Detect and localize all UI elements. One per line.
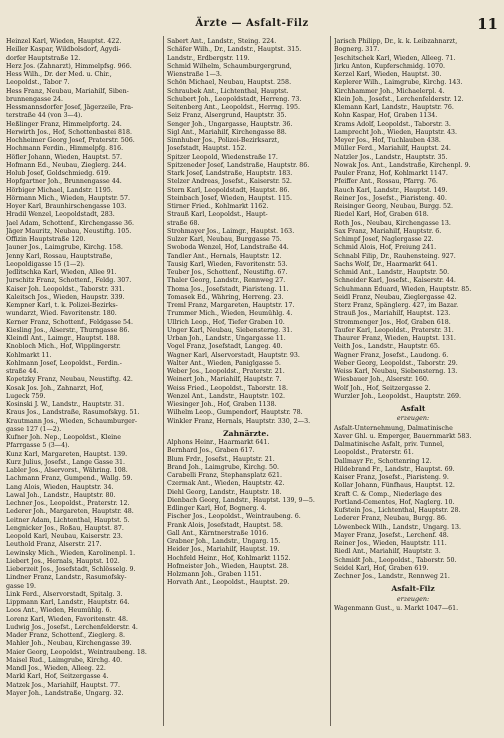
page-header	[0, 15, 504, 33]
directory-entry: Kirchhammer Joh., Michaelerpl. 4.	[334, 87, 445, 95]
directory-entry: gasse 127 (1—2).	[6, 425, 62, 433]
directory-entry: Fischer Jos., Leopoldst., Weintraubeng. 6.	[167, 513, 301, 521]
directory-entry: Hess Franz, Neubau, Mariahilf, Siben-	[6, 87, 129, 95]
directory-entry: Sterz Franz, Spänglerg. 427, im Bazar.	[334, 302, 459, 309]
directory-entry: Sinnhuber Jos., Polizei-Bezirksarzt,	[167, 137, 280, 144]
directory-entry: Weiss Karl, Neubau, Siebensterng. 13.	[334, 368, 458, 375]
directory-entry: Steinbach Josef, Wieden, Hauptst. 115.	[167, 194, 292, 202]
directory-entry: Seiz Franz, Alsergrund, Hauptstr. 35.	[167, 112, 287, 120]
directory-entry: Dienbach Georg, Landstr., Hauptst. 139, 9—5.	[167, 496, 315, 504]
directory-entry: Josefstadt, Hauptst. 152.	[167, 145, 247, 153]
section-heading: Zahnärzte.	[223, 428, 269, 438]
directory-entry: Wagenmann Gust., u. Markt 1047—61.	[334, 604, 459, 612]
directory-entry: Schneider Karl, Josefst., Kaiserstr. 44.	[334, 277, 456, 285]
directory-entry: Knobloch Mich., Hof, Wipplingerstr.	[6, 343, 121, 351]
directory-entry: Kufner Joh. Nep., Leopoldst., Kleine	[6, 434, 121, 441]
directory-entry: Keplerer Wilh., Laimgrube, Kirchg. 143.	[334, 79, 463, 87]
directory-entry: Klein Joh., Josefst., Lerchenfelderstr. 12.	[334, 95, 464, 103]
directory-entry: Thaler Georg, Landstr., Rennweg 27.	[167, 277, 286, 285]
directory-entry: Stark Josef, Landstraße, Hauptstr. 183.	[167, 170, 293, 177]
directory-entry: Thaurer Franz, Wieden, Hauptst. 131.	[334, 335, 456, 342]
directory-entry: Sachs Wolf, Dr., Haarmarkt 641.	[334, 260, 438, 268]
directory-entry: Seitenberg Ant., Leopoldst., Herrng. 195.	[167, 104, 300, 111]
directory-entry: Leuthold Franz, Alserstr. 217.	[6, 541, 102, 549]
directory-entry: Bognerg. 317.	[334, 46, 380, 54]
directory-entry: Heiller Kaspar, Wildbolsdorf, Ägydi-	[6, 46, 121, 54]
directory-entry: Lieberzeit Jos., Josefstadt, Schlösselg. 9.	[6, 566, 136, 573]
directory-entry: Kleindl Ant., Laimgr., Hauptst. 188.	[6, 335, 120, 342]
directory-entry: Meyer Jos., Hof, Tuchlauben 438.	[334, 137, 441, 144]
directory-entry: Jarisch Philipp, Dr., k. k. Leibzahnarzt,	[334, 38, 458, 45]
directory-entry: Lawal Joh., Landstr., Hauptstr. 80.	[6, 491, 116, 499]
directory-entry: Hochheimer Georg Josef, Praterstr. 506.	[6, 137, 135, 144]
directory-entry: Treml Franz, Margareten, Hauptstr. 17.	[167, 302, 295, 309]
directory-entry: Löwenbeck Wilh., Landstr., Ungarg. 13.	[334, 523, 462, 531]
directory-entry: Hildebrand Fr., Landstr., Hauptst. 69.	[334, 465, 455, 473]
directory-entry: Wilhelm Leop., Gumpendorf, Hauptstr. 78.	[167, 409, 303, 417]
directory-entry: Spitzeneder Josef, Landstraße, Hauptstr. 86.	[167, 161, 310, 169]
directory-entry: Wienstraße 1—3.	[167, 71, 222, 78]
directory-entry: Müller Ferd., Mariahilf, Hauptst. 24.	[334, 145, 451, 153]
directory-entry: Lachmann Franz, Gumpend., Wallg. 59.	[6, 475, 133, 483]
directory-entry: Hochfeld Heinr., Hof, Kohlmarkt 1152.	[167, 554, 291, 562]
directory-entry: Winkler Franz, Hernals, Hauptstr. 330, 2—3.	[167, 417, 311, 425]
directory-entry: Schuhmann Eduard, Wieden, Hauptstr. 85.	[334, 285, 472, 293]
directory-entry: Bernhard Jos., Graben 617.	[167, 447, 255, 455]
directory-entry: Herz Jos. (Zahnarzt), Himmelpfsg. 966.	[6, 62, 132, 70]
directory-entry: Maier Georg, Leopoldst., Weintraubeng. 18.	[6, 648, 147, 656]
directory-entry: Swoboda Wenzel, Hof, Landstraße 44.	[167, 244, 289, 252]
directory-entry: Kiesling Jos., Alserstr., Thurngasse 86.	[6, 326, 130, 334]
directory-entry: Heider Jos., Mariahilf, Hauptst. 19.	[167, 546, 280, 554]
directory-entry: Seidel Karl, Hof, Graben 619.	[334, 564, 429, 572]
column-2	[167, 38, 325, 588]
directory-entry: Schubert Joh., Leopoldstadt, Herreng. 73.	[167, 95, 302, 103]
directory-entry: Herwirth Jos., Hof, Schottenbastei 818.	[6, 128, 133, 136]
directory-entry: Pfeiffer Ant., Rossau, Pfarrg. 76.	[334, 178, 438, 186]
directory-entry: Maisel Rud., Laimgrube, Kirchg. 40.	[6, 656, 123, 664]
directory-entry: Kosinski J. W., Landstr., Hauptstr. 31.	[6, 401, 125, 408]
directory-entry: Wagner Karl, Alservorstadt, Hauptstr. 93.	[167, 351, 300, 359]
directory-entry: Kraus Jos., Landstraße, Rasumofskyg. 51.	[6, 409, 140, 417]
directory-entry: Jeschitschek Karl, Wieden, Alleeg. 71.	[334, 54, 456, 62]
directory-entry: Lugeck 759.	[6, 392, 46, 400]
directory-entry: Natzler Jos., Landstr., Hauptstr. 35.	[334, 153, 448, 161]
directory-entry: Blum Frdr., Josefst., Hauptstr. 21.	[167, 455, 275, 463]
directory-entry: Tomasek Ed., Währing, Herreng. 23.	[167, 293, 284, 301]
directory-entry: Holub Josef, Goldschmiedg. 619.	[6, 170, 111, 177]
directory-entry: Frank Alois, Josefstadt, Hauptst. 58.	[167, 521, 283, 529]
directory-entry: Lang Alois, Wieden, Hauptstr. 34.	[6, 483, 114, 491]
directory-entry: Weber Georg, Leopoldst., Taborstr. 29.	[334, 359, 458, 367]
directory-entry: Wagner Franz, Josefst., Laudong. 6.	[334, 351, 449, 359]
directory-entry: Leopoldst., Tabor 7.	[6, 79, 70, 87]
directory-entry: Xaver Ghl. u. Emperger, Bauernmarkt 583.	[334, 432, 472, 440]
directory-entry: Matzek Jos., Mariahilf, Hauptst. 77.	[6, 681, 120, 689]
directory-entry: Kufstein Jos., Lichtenthal, Hauptstr. 28.	[334, 507, 461, 514]
directory-entry: Thoma Jos., Josefstadt, Piaristeng. 11.	[167, 285, 289, 293]
directory-entry: Kaiser Franz, Josefst., Piaristeng. 9.	[334, 474, 449, 481]
directory-entry: Pauler Franz, Hof, Kohlmarkt 1147.	[334, 170, 448, 177]
directory-entry: Schäfer Wilh., Dr., Landstr., Hauptst. 315.	[167, 46, 302, 54]
directory-entry: Reiner Jos., Josefst., Piaristeng. 40.	[334, 194, 447, 202]
directory-entry: Brand Joh., Laimgrube, Kirchg. 50.	[167, 463, 279, 471]
directory-entry: Stelzer Andreas, Josefst., Kaiserstr. 52.	[167, 178, 292, 186]
directory-entry: Klemann Karl, Landstr., Hauptstr. 76.	[334, 104, 454, 111]
directory-entry: Hofmann Ed., Neubau, Zieglerg. 244.	[6, 161, 127, 169]
directory-entry: Trummer Mich., Wieden, Heumühlg. 4.	[167, 310, 293, 318]
directory-entry: Schimpf Josef, Naglergasse 22.	[334, 236, 434, 243]
directory-entry: Senger Joh., Ungargasse, Hauptstr. 36.	[167, 120, 293, 128]
directory-entry: Lederer Franz, Neubau, Burgg. 86.	[334, 515, 447, 523]
directory-entry: Sigl Ant., Mariahilf, Kirchengasse 88.	[167, 128, 287, 136]
directory-entry: Kurz Julius, Josefst., Lange Gasse 31.	[6, 458, 125, 466]
directory-entry: Lederer Joh., Margareten, Hauptstr. 48.	[6, 508, 134, 516]
section-heading: Asfalt-Filz	[391, 584, 435, 594]
directory-entry: Jenny Karl, Rossau, Hauptstraße,	[6, 252, 113, 260]
directory-entry: Jael Adam, Schottenf., Kirchengasse 36.	[6, 219, 135, 227]
directory-entry: Weber Jos., Leopoldst., Praterstr. 21.	[167, 368, 285, 375]
directory-entry: Sabert Ant., Landstr., Steing. 224.	[167, 38, 277, 45]
directory-entry: straße 68.	[167, 219, 200, 227]
directory-entry: Strohmayer Jos., Laimgr., Hauptst. 163.	[167, 227, 295, 235]
directory-entry: Edlinger Karl, Hof, Bognerg. 4.	[167, 505, 267, 512]
section-subheading: erzeugen:	[396, 594, 430, 603]
directory-entry: Lamprecht Joh., Wieden, Hauptstr. 43.	[334, 128, 458, 136]
directory-entry: Jauner Jos., Laimgrube, Kirchg. 158.	[6, 244, 123, 252]
directory-entry: Hessmannsdorfer Josef, Jägerzeile, Fra-	[6, 104, 134, 111]
directory-entry: Czermak Ant., Wieden, Hauptstr. 42.	[167, 480, 285, 488]
directory-entry: Rauch Karl, Landstr., Hauptst. 149.	[334, 186, 448, 194]
directory-entry: Stern Karl, Leopoldstadt, Hauptst. 86.	[167, 186, 290, 194]
directory-entry: Hörbiger Michael, Landstr. 1195.	[6, 186, 113, 194]
directory-entry: Hess Wilh., Dr. der Med. u. Chir.,	[6, 71, 112, 78]
directory-entry: Stirner Fried., Kohlmarkt 1162.	[167, 203, 269, 210]
directory-entry: Leitner Adam, Lichtenthal, Hauptst. 5.	[6, 516, 130, 524]
directory-entry: Lewinsky Mich., Wieden, Karolinenpl. 1.	[6, 549, 136, 557]
directory-entry: Kosak Jos. Joh., Zahnarzt, Hof,	[6, 384, 104, 392]
directory-entry: Carabelli Franz, Stephansplatz 621.	[167, 472, 283, 479]
directory-entry: Schnabl Filip, Dr., Rauhensteing. 927.	[334, 252, 456, 260]
directory-entry: Grabner Joh., Landstr., Ungarg. 15.	[167, 538, 281, 545]
directory-entry: Diehl Georg, Landstr., Hauptstr. 18.	[167, 488, 282, 496]
directory-entry: Lindner Franz, Landstr., Rasumofsky-	[6, 574, 127, 582]
directory-entry: Pfarrgasse 5 (3—4).	[6, 442, 70, 450]
directory-entry: Hoyer Karl, Braunhirschengasse 103.	[6, 203, 127, 210]
directory-entry: Unger Karl, Neubau, Siebensterng. 31.	[167, 326, 293, 334]
column-1	[6, 38, 164, 698]
directory-entry: Schmid Alois, Hof, Freiung 241.	[334, 244, 437, 252]
directory-entry: Jurschitz Franz, Schottenf., Feldg. 307.	[6, 277, 132, 285]
directory-entry: Leopoldigasse 15 (1—2).	[6, 260, 85, 268]
directory-entry: Mayer Franz, Josefst., Lerchenf. 48.	[334, 531, 449, 539]
directory-entry: Asfalt-Unternehmung, Dalmatinische	[334, 424, 453, 432]
directory-entry: Wolf Joh., Hof, Seitzergasse 2.	[334, 384, 431, 392]
directory-entry: Weinert Joh., Mariahilf, Hauptstr. 7.	[167, 376, 282, 384]
directory-entry: Loos Ant., Wieden, Heumühlg. 6.	[6, 607, 112, 615]
directory-entry: Kraft C. & Comp., Niederlage des	[334, 490, 442, 498]
directory-entry: wundarzt, Wied. Favoritenstr. 180.	[6, 310, 117, 318]
directory-entry: Taufer Karl, Leopoldst., Praterstr. 31.	[334, 326, 454, 334]
directory-entry: Hochmann Ferdin., Himmelpfg. 816.	[6, 145, 124, 153]
directory-entry: Reiner Jos., Wieden, Hauptstr. 111.	[334, 540, 447, 547]
directory-entry: Lippmann Karl, Landstr., Hauptstr. 64.	[6, 599, 130, 606]
directory-entry: Lorenz Karl, Wieden, Favoritenstr. 48.	[6, 615, 128, 623]
directory-entry: Dalmatinische Asfalt, priv. Tunnel,	[334, 441, 445, 448]
directory-entry: Ludwig Jos., Josefst., Lerchenfelderstr. 4.	[6, 623, 138, 631]
directory-entry: Weiss Fried., Leopoldst., Taborstr. 18.	[167, 384, 289, 392]
directory-entry: Ullrich Leop., Hof, Tiefer Graben 10.	[167, 318, 285, 326]
directory-entry: Kerner Franz, Schottenf., Feldgasse 54.	[6, 318, 134, 326]
directory-entry: Hradil Wenzel, Leopoldstadt, 283.	[6, 211, 115, 219]
directory-entry: Link Ferd., Alservorstadt, Spitalg. 3.	[6, 590, 123, 598]
directory-entry: Urban Joh., Landstr., Ungargasse 11.	[167, 335, 286, 342]
directory-entry: Reisinger Georg, Neubau, Burgg. 52.	[334, 203, 454, 210]
directory-entry: Mayer Joh., Landstraße, Ungarg. 32.	[6, 689, 124, 697]
directory-entry: dorfer Hauptstraße 12.	[6, 54, 81, 62]
directory-entry: Leopold Karl, Neubau, Kaiserstr. 23.	[6, 533, 123, 540]
directory-entry: Wurzler Joh., Leopoldst., Hauptstr. 269.	[334, 392, 462, 400]
directory-entry: Holzmann Joh., Graben 1151.	[167, 571, 262, 578]
directory-entry: Schön Michael, Neubau, Hauptst. 258.	[167, 79, 292, 87]
directory-entry: Hopfgartner Joh., Brunnengasse 44.	[6, 178, 122, 186]
directory-entry: Walter Ant., Wieden, Paniglgasse 5.	[167, 359, 281, 367]
directory-entry: Markl Karl, Hof, Seitzergasse 4.	[6, 673, 109, 681]
directory-entry: Schraubek Ant., Lichtenthal, Hauptst.	[167, 87, 289, 95]
directory-entry: Sulzer Karl, Neubau, Burggasse 75.	[167, 236, 282, 243]
directory-entry: Wiesbauer Joh., Alserstr. 160.	[334, 376, 429, 384]
directory-entry: Mandl Jos., Wieden, Alleeg. 22.	[6, 665, 106, 672]
directory-entry: Riedl Ant., Mariahilf, Hauptstr. 3.	[334, 548, 441, 556]
directory-entry: gasse 19.	[6, 582, 36, 590]
running-title: Ärzte — Asfalt-Filz	[195, 18, 309, 29]
directory-entry: terstraße 44 (von 3—4).	[6, 112, 83, 120]
directory-entry: Kempner Karl, t. k. Polizei-Bezirks-	[6, 302, 118, 309]
directory-entry: Landstr., Erdbergstr. 119.	[167, 54, 250, 62]
directory-entry: Kopetzky Franz, Neubau, Neustiftg. 42.	[6, 376, 133, 384]
directory-entry: Veith Jos., Landstr., Hauptstr. 65.	[334, 343, 440, 351]
directory-entry: Schmid Ant., Landstr., Hauptstr. 50.	[334, 269, 450, 276]
directory-entry: Kaleitsch Jos., Wieden, Haupstr. 339.	[6, 293, 125, 301]
directory-entry: Lechner Jos., Leopoldst., Praterstr. 12.	[6, 500, 130, 507]
directory-entry: Hofmeister Joh., Wieden, Hauptst. 28.	[167, 562, 289, 570]
directory-entry: Zechner Jos., Landstr., Rennweg 21.	[334, 573, 450, 580]
directory-entry: Leopoldst., Praterstr. 61.	[334, 449, 414, 457]
directory-entry: Liebert Jos., Hernals, Hauptst. 102.	[6, 557, 120, 565]
directory-entry: Spitzer Leopold, Wiedenstraße 17.	[167, 153, 278, 161]
directory-entry: Jäger Mauritz, Neubau, Neustiftg. 105.	[6, 227, 132, 235]
directory-entry: Höfler Johann, Wieden, Hauptst. 57.	[6, 153, 123, 161]
directory-entry: Schmidt Joh., Leopoldst., Taborstr. 50.	[334, 556, 457, 564]
directory-entry: Sax Franz, Mariahilf, Hauptstr. 6.	[334, 227, 442, 235]
directory-entry: Strommenger Jos., Hof, Graben 618.	[334, 318, 451, 326]
directory-entry: Hörmann Mich., Wieden, Hauptstr. 57.	[6, 194, 131, 202]
directory-entry: Portland-Cementes, Hof, Naglerg. 10.	[334, 498, 455, 506]
directory-entry: straße 44.	[6, 368, 39, 375]
directory-entry: Tausig Karl, Wieden, Favoritenstr. 53.	[167, 260, 288, 268]
directory-entry: Seidl Franz, Neubau, Zieglergasse 42.	[334, 293, 457, 301]
directory-entry: Teuber Jos., Schottenf., Neustiftg. 67.	[167, 269, 288, 276]
directory-entry: Vogel Franz, Josefstadt, Langeg. 40.	[167, 343, 283, 351]
directory-entry: Kaiser Joh. Leopoldst., Taborstr. 331.	[6, 285, 125, 293]
directory-entry: Jirku Anton, Kupferschmidg. 1070.	[334, 62, 446, 70]
directory-entry: Nowak Jos. Ant., Landstraße, Kirchenpl. 9.	[334, 161, 471, 169]
directory-entry: Heinzel Karl, Wieden, Hauptst. 422.	[6, 38, 122, 45]
directory-entry: Tandler Ant., Hernals, Hauptstr. 12.	[167, 252, 282, 260]
directory-entry: Heßlinger Franz, Himmelpfortg. 24.	[6, 120, 122, 128]
directory-entry: Strauß Karl, Leopoldst., Haupt-	[167, 211, 268, 219]
directory-entry: Strauß Jos., Mariahilf, Hauptst. 123.	[334, 310, 451, 318]
directory-entry: Wenzel Ant., Landstr., Hauptstr. 102.	[167, 392, 286, 400]
section-subheading: erzeugen:	[396, 414, 430, 423]
column-rule	[330, 36, 331, 726]
directory-entry: Schmid Wilhelm, Schaumburgergrund,	[167, 62, 292, 70]
directory-entry: Kohlmarkt 11.	[6, 351, 52, 359]
page-number: 11	[477, 15, 498, 33]
directory-entry: Krautmann Jos., Wieden, Schaumburger-	[6, 417, 138, 425]
directory-entry: Lengnicker Jos., Roßau, Hauptst. 87.	[6, 524, 124, 532]
directory-entry: Gall Ant., Kärntnerstraße 1016.	[167, 529, 269, 537]
directory-entry: Jedlitschka Karl, Wieden, Allee 91.	[6, 269, 117, 276]
section-heading: Asfalt	[400, 404, 426, 413]
directory-entry: Kerzel Karl, Wieden, Hauptst. 30.	[334, 71, 442, 78]
directory-entry: Kollar Johann, Fünfhaus, Hauptst. 12.	[334, 482, 455, 490]
directory-entry: Labler Jos., Alservorst., Währing. 108.	[6, 467, 128, 474]
directory-entry: Horvath Ant., Leopoldst., Hauptst. 29.	[167, 579, 290, 587]
directory-entry: Mader Franz, Schottenf., Zieglerg. 8.	[6, 632, 126, 639]
directory-entry: Kohlmann Josef, Leopoldst., Ferdin.-	[6, 359, 122, 367]
directory-entry: Kunz Karl, Margareten, Hauptst. 139.	[6, 450, 128, 458]
directory-entry: Riedel Karl, Hof, Graben 618.	[334, 211, 429, 219]
directory-entry: brunnengasse 24.	[6, 95, 63, 103]
directory-entry: Offizin Hauptstraße 120.	[6, 236, 86, 243]
column-3	[334, 38, 492, 613]
directory-entry: Kohn Kaspar, Hof, Graben 1134.	[334, 112, 438, 120]
directory-entry: Dallmayr Fr., Schottenring 12.	[334, 457, 432, 465]
directory-entry: Roth Jos., Neubau, Kirchengasse 13.	[334, 219, 451, 227]
directory-entry: Alphons Heinr., Haarmarkt 641.	[167, 439, 270, 446]
directory-entry: Mahler Joh., Neubau, Kirchengasse 39.	[6, 640, 132, 648]
directory-entry: Krams Adolf, Leopoldst., Taborstr. 3.	[334, 120, 451, 128]
directory-entry: Wiesinger Joh., Hof, Graben 1138.	[167, 401, 277, 408]
